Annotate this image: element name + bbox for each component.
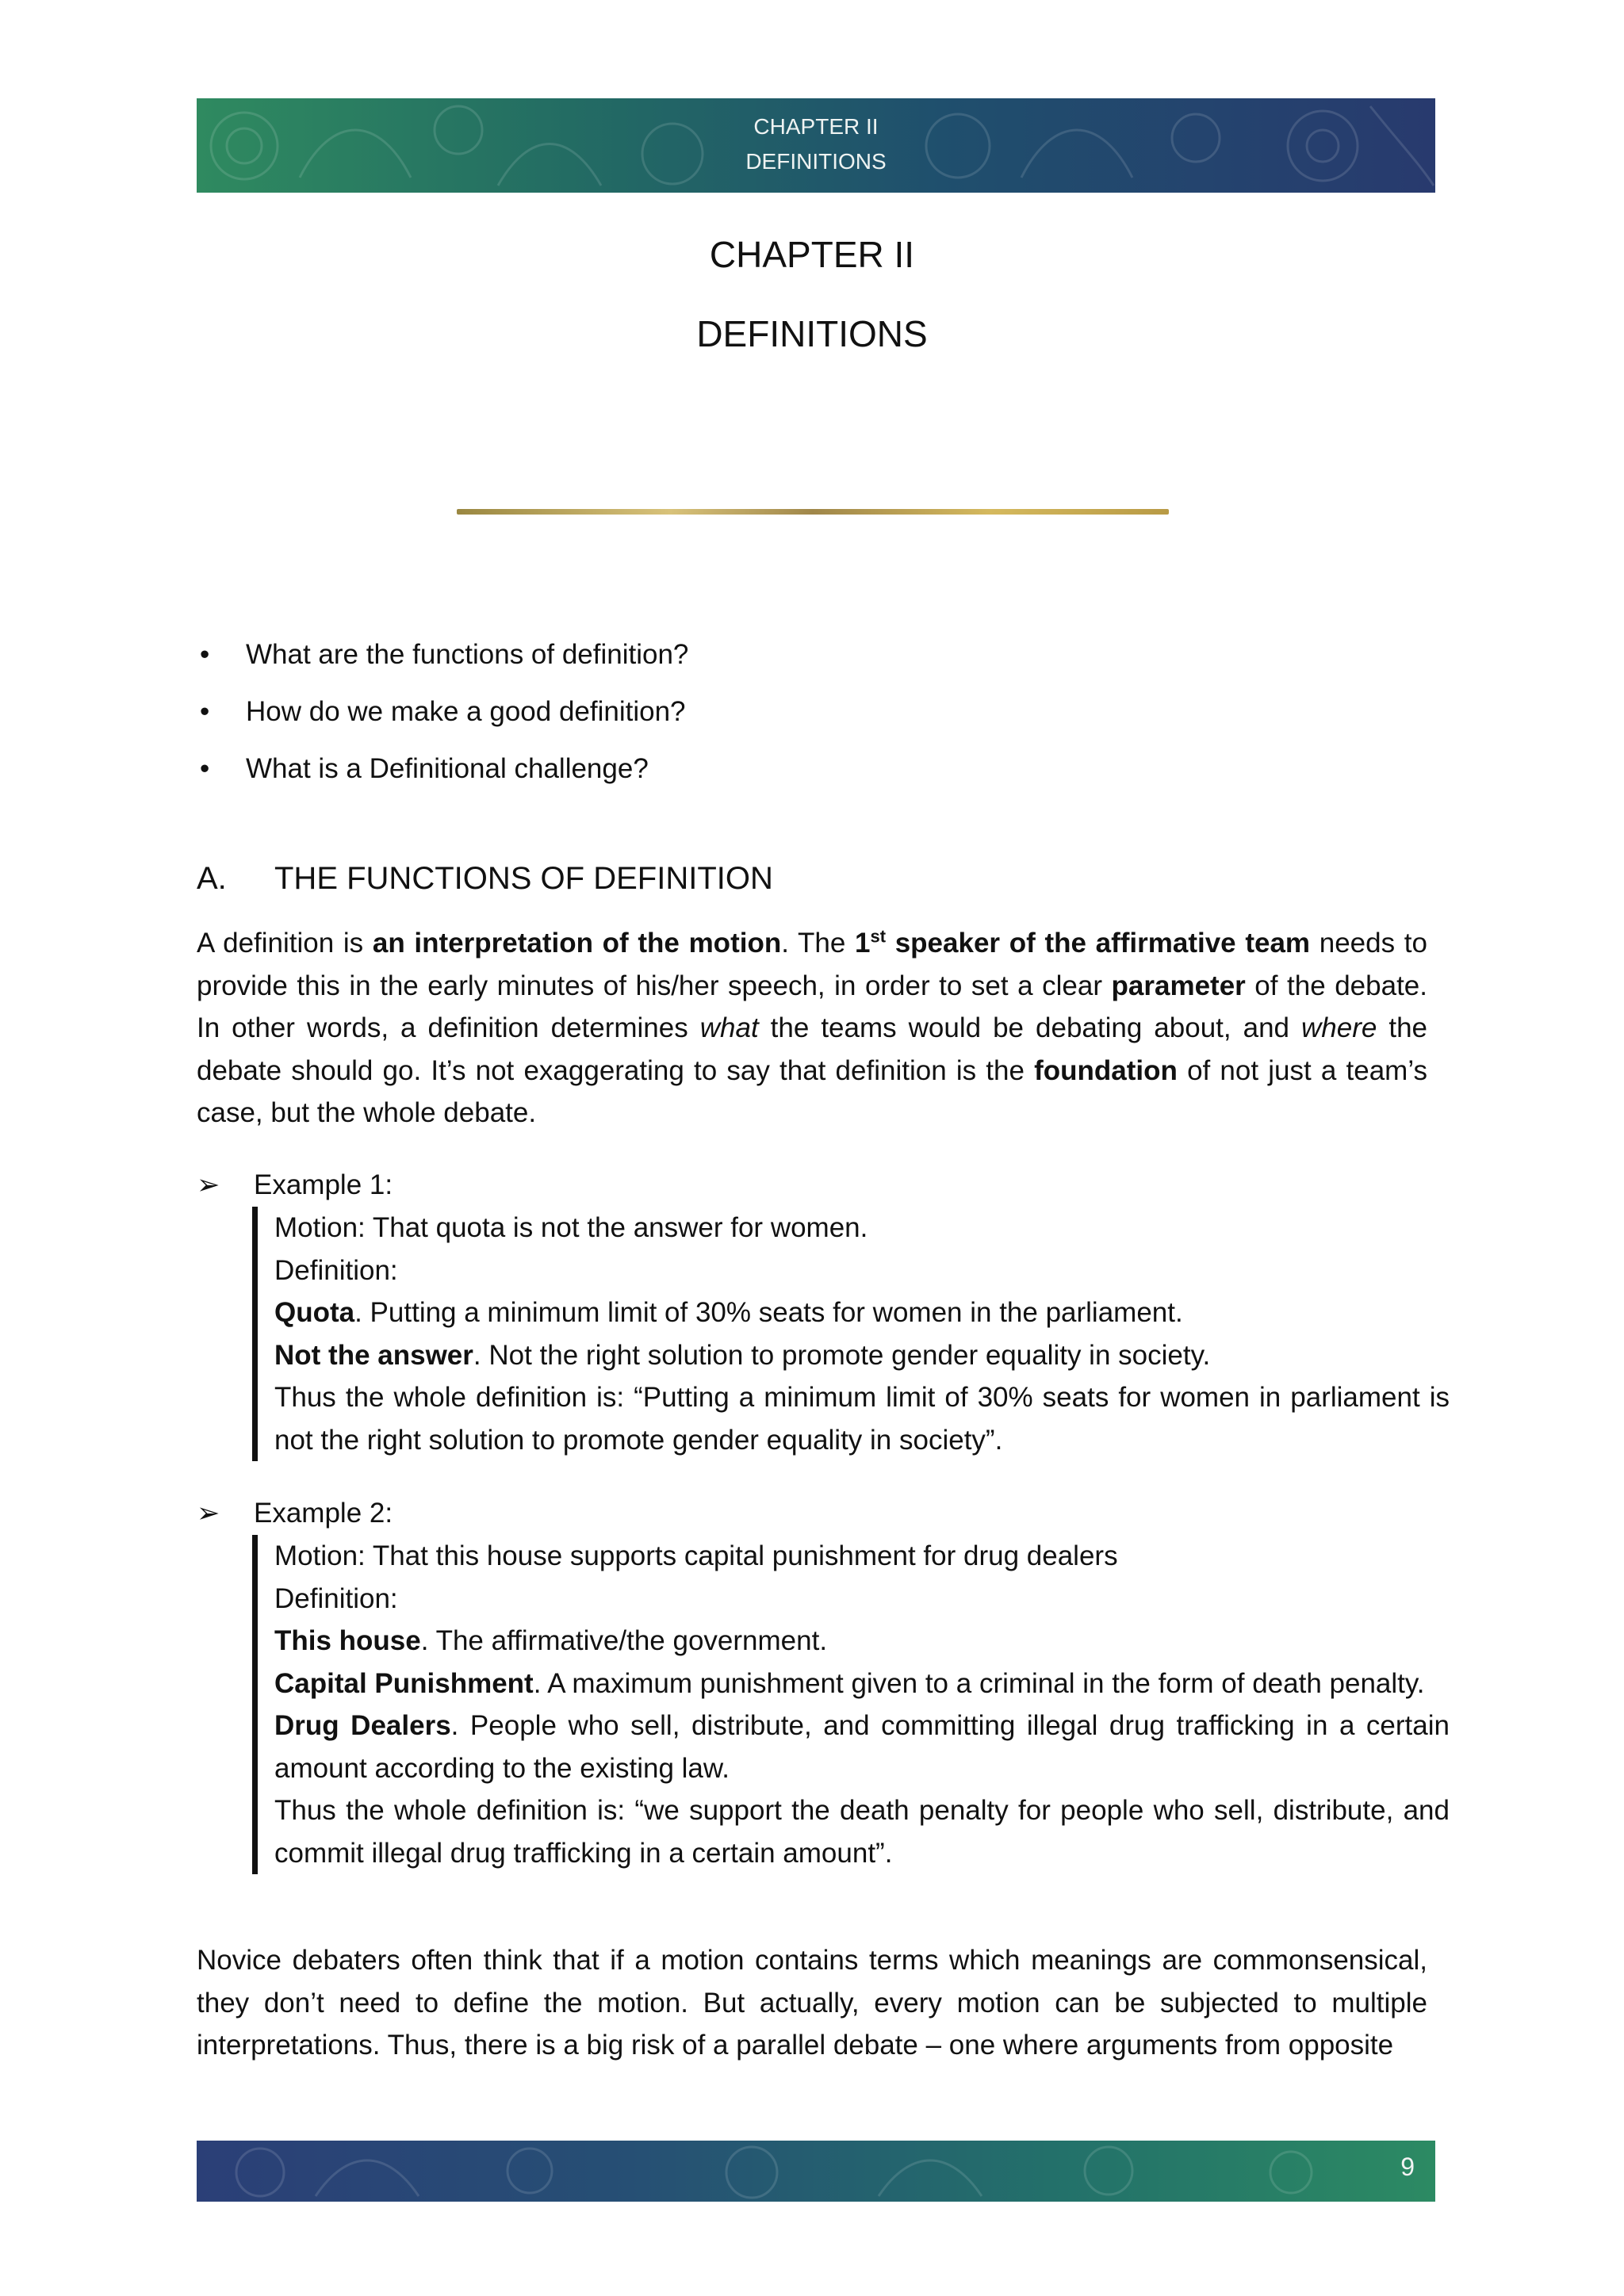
example-1-label: ➢ Example 1: bbox=[197, 1164, 393, 1207]
section-title: THE FUNCTIONS OF DEFINITION bbox=[274, 861, 773, 896]
list-item: • What are the functions of definition? bbox=[197, 626, 1434, 683]
banner-ornament-icon bbox=[197, 2141, 1435, 2202]
bullet-icon: • bbox=[200, 639, 210, 670]
arrow-bullet-icon: ➢ bbox=[197, 1169, 220, 1200]
chapter-number: CHAPTER II bbox=[709, 234, 915, 275]
example-1-summary: Thus the whole definition is: “Putting a minimum limit of 30% seats for women in parliament is not the right solution to promote gender equality in society”. bbox=[274, 1382, 1450, 1456]
header-chapter: CHAPTER II bbox=[753, 114, 879, 139]
example-2-block bbox=[252, 1535, 1450, 1874]
gold-divider bbox=[457, 509, 1169, 515]
example-2-motion: Motion: That this house supports capital punishment for drug dealers bbox=[274, 1540, 1118, 1571]
section-letter: A. bbox=[197, 861, 227, 896]
example-1-motion: Motion: That quota is not the answer for women. bbox=[274, 1212, 868, 1243]
bullet-icon: • bbox=[200, 753, 210, 784]
footer-banner bbox=[197, 2141, 1435, 2202]
example-1-block bbox=[252, 1207, 1450, 1461]
novice-paragraph: Novice debaters often think that if a motion contains terms which meanings are commonsensical, they don’t need to define the motion. But actually, every motion can be subjected to multiple interpretations. Thus, there is a big risk of a parallel debate – one where arguments from opposite bbox=[197, 1945, 1427, 2061]
header-banner bbox=[197, 98, 1435, 193]
example-2-term-drug-dealers: Drug Dealers. People who sell, distribute, and committing illegal drug trafficking in a certain amount according to the existing law. bbox=[274, 1710, 1450, 1784]
example-2-summary: Thus the whole definition is: “we support the death penalty for people who sell, distribute, and commit illegal drug trafficking in a certain amount”. bbox=[274, 1795, 1450, 1869]
definition-paragraph: A definition is an interpretation of the motion. The 1st speaker of the affirmative team needs to provide this in the early minutes of his/her speech, in order to set a clear parameter of the debate. In other words, a definition determines what the teams would be debating about, and where the debate should go. It’s not exaggerating to say that definition is the foundation of not just a team’s case, but the whole debate. bbox=[197, 926, 1427, 1128]
example-2-label: ➢ Example 2: bbox=[197, 1492, 393, 1535]
bullet-icon: • bbox=[200, 696, 210, 727]
example-2-term-capital-punishment: Capital Punishment. A maximum punishment given to a criminal in the form of death penalty. bbox=[274, 1667, 1425, 1699]
example-1-definition-label: Definition: bbox=[274, 1254, 398, 1286]
chapter-title: DEFINITIONS bbox=[696, 313, 928, 354]
page-number: 9 bbox=[1400, 2152, 1415, 2181]
section-heading bbox=[197, 861, 773, 897]
question-list bbox=[197, 626, 1434, 798]
example-1-term-not-the-answer: Not the answer. Not the right solution to promote gender equality in society. bbox=[274, 1339, 1211, 1371]
arrow-bullet-icon: ➢ bbox=[197, 1498, 220, 1529]
example-2-definition-label: Definition: bbox=[274, 1582, 398, 1614]
list-item: • How do we make a good definition? bbox=[197, 683, 1434, 740]
example-2-term-this-house: This house. The affirmative/the government. bbox=[274, 1625, 828, 1656]
header-title: DEFINITIONS bbox=[745, 149, 887, 174]
list-item: • What is a Definitional challenge? bbox=[197, 740, 1434, 798]
example-1-term-quota: Quota. Putting a minimum limit of 30% seats for women in the parliament. bbox=[274, 1297, 1183, 1328]
